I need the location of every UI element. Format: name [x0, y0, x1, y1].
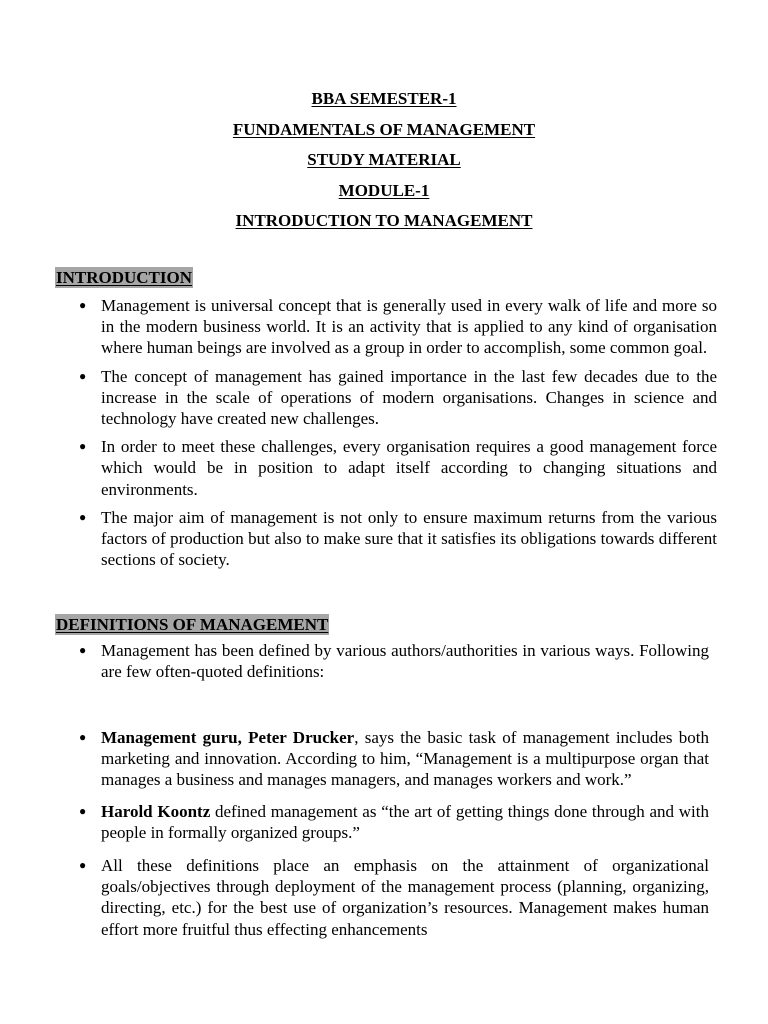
list-item	[55, 801, 709, 843]
bullet-icon: ●	[79, 858, 87, 873]
list-item	[55, 507, 717, 571]
definitions-heading: DEFINITIONS OF MANAGEMENT	[56, 615, 329, 634]
module-title: MODULE-1	[338, 180, 430, 200]
bullet-icon: ●	[79, 730, 87, 744]
author-name: Management guru, Peter Drucker	[101, 728, 355, 747]
introduction-list	[55, 295, 717, 577]
list-item-text: In order to meet these challenges, every organisation requires a good management force which would be in position to adapt itself according to changing situations and environments.	[101, 437, 717, 499]
list-item	[55, 436, 717, 500]
bullet-icon: ●	[79, 439, 87, 454]
list-item	[55, 640, 709, 682]
chapter-title: INTRODUCTION TO MANAGEMENT	[235, 211, 533, 230]
definitions-list	[55, 727, 709, 947]
subject-title: FUNDAMENTALS OF MANAGEMENT	[232, 119, 536, 139]
bullet-icon: ●	[79, 643, 87, 657]
title-block	[0, 84, 768, 237]
list-item	[55, 295, 717, 359]
author-name: Harold Koontz	[101, 801, 211, 821]
list-item-text: All these definitions place an emphasis on the attainment of organizational goals/objectives through deployment of the management process (planning, organizing, directing, etc.) for the best use of organization’s resources. Management makes human effort more fruitful thus effecting enhancements	[101, 856, 709, 939]
bullet-icon: ●	[79, 509, 87, 524]
list-item	[55, 855, 709, 940]
bullet-icon: ●	[79, 298, 87, 312]
list-item-text: defined management as “the art of getting things done through and with people in formally organized groups.”	[101, 801, 709, 842]
material-title: STUDY MATERIAL	[307, 150, 461, 169]
introduction-heading: INTRODUCTION	[56, 268, 193, 287]
list-item-text: Management has been defined by various authors/authorities in various ways. Following are few often-quoted definitions:	[101, 641, 709, 682]
definitions-intro-list	[55, 640, 709, 689]
bullet-icon: ●	[79, 803, 87, 818]
list-item-text: Management is universal concept that is generally used in every walk of life and more so in the modern business world. It is an activity that is applied to any kind of organisation where human beings are involved as a group in order to accomplish, some common goal.	[101, 296, 717, 358]
list-item	[55, 727, 709, 791]
list-item-text: The major aim of management is not only to ensure maximum returns from the various factors of production but also to make sure that it satisfies its obligations towards different sections of society.	[101, 507, 717, 570]
list-item-text: The concept of management has gained importance in the last few decades due to the increase in the scale of operations of modern organisations. Changes in science and technology have created new challenges.	[101, 366, 717, 429]
list-item-text: , says the basic task of management includes both marketing and innovation. According to him, “Management is a multipurpose organ that manages a business and manages managers, and manages workers and work.”	[101, 728, 709, 790]
bullet-icon: ●	[79, 368, 87, 383]
list-item	[55, 366, 717, 430]
course-title: BBA SEMESTER-1	[311, 89, 457, 108]
